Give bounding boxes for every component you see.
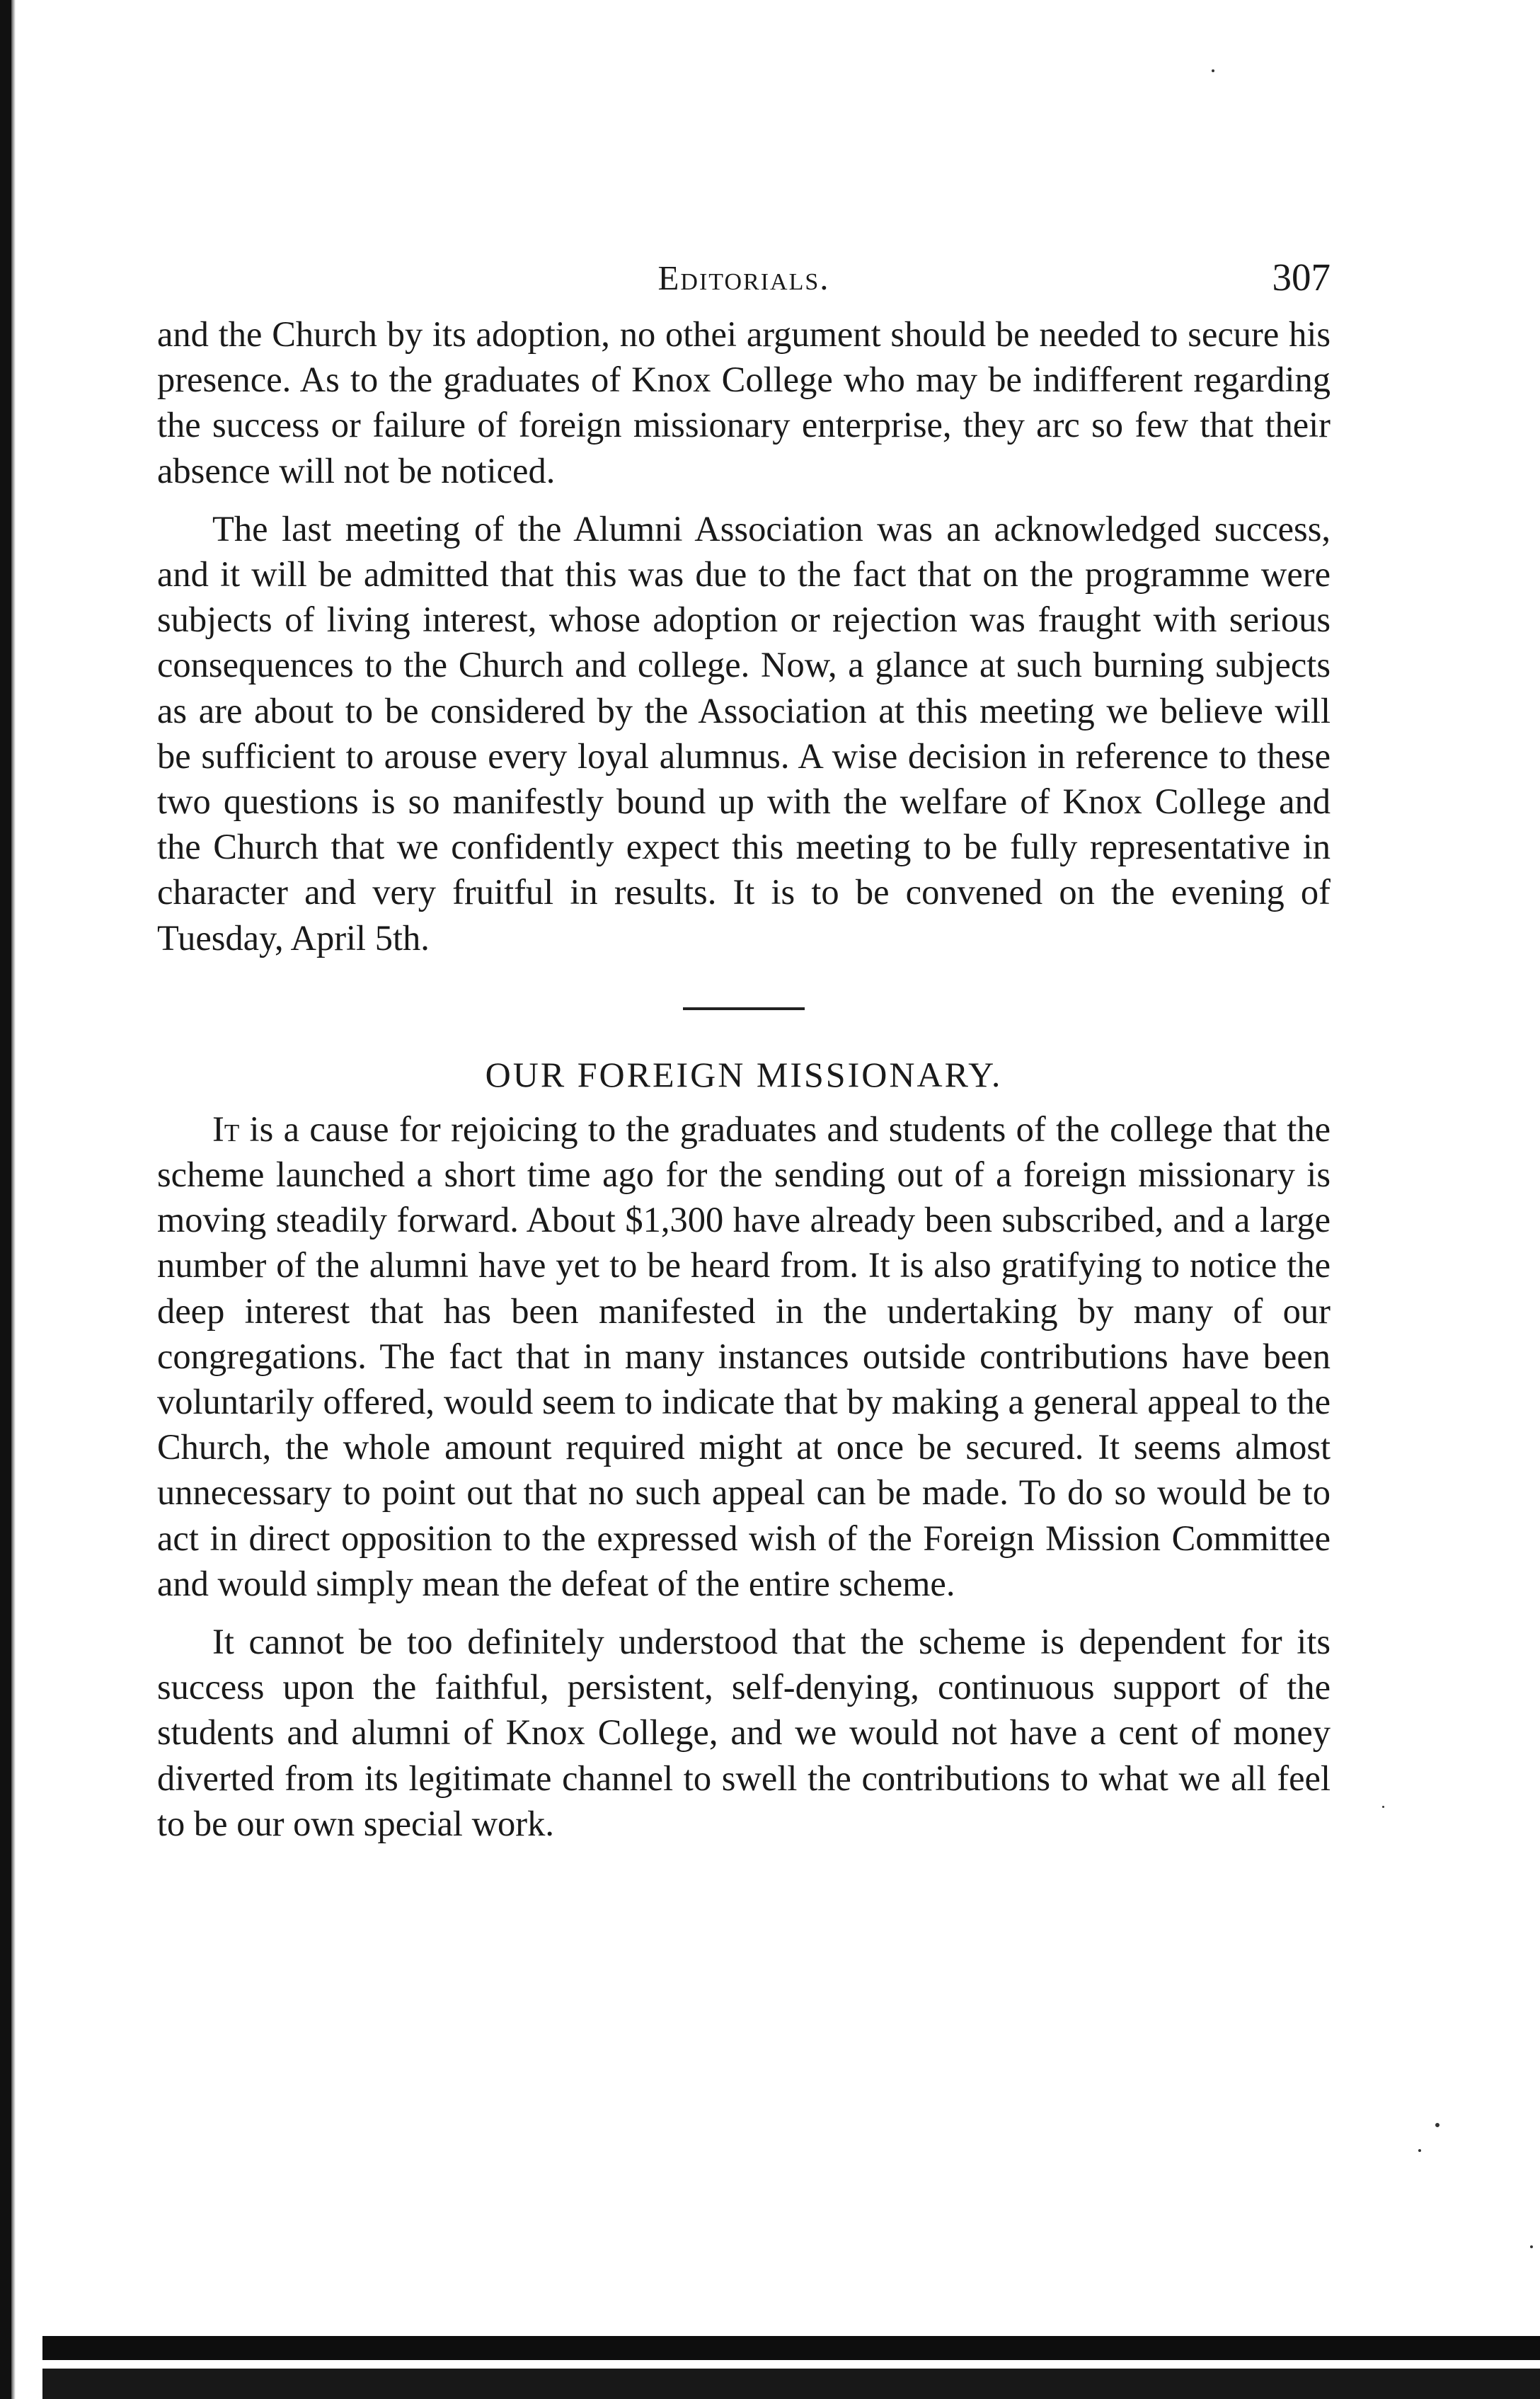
foreign-missionary-paragraph-1: [157, 1106, 1331, 1606]
running-title: Editorials.: [657, 258, 830, 297]
scan-speck: [1212, 69, 1214, 72]
section-title: OUR FOREIGN MISSIONARY.: [485, 1054, 1003, 1094]
scan-speck: [1382, 1806, 1384, 1808]
scan-border-bottom: [42, 2336, 1540, 2360]
scan-border-bottom-lower: [42, 2369, 1540, 2399]
section-divider-rule: [683, 1007, 805, 1010]
continued-paragraph: and the Church by its adoption, no othei argument should be needed to secure his presence. As to the graduates of Knox College who may be indifferent regarding the success or failure of foreign missionary enterprise, they arc so few that their absence will not be noticed.: [157, 314, 1331, 491]
page-number: 307: [1272, 256, 1331, 299]
scan-border-left-shadow: [11, 0, 16, 2399]
scan-speck: [1418, 2149, 1421, 2152]
foreign-missionary-paragraph-2: It cannot be too definitely understood that the scheme is dependent for its success upon the faithful, persistent, self-denying, continuous support of the students and alumni of Knox College, and we would not have a cent of money diverted from its legitimate channel to swell the contributions to what we all feel to be our own special work.: [157, 1622, 1331, 1843]
opening-word: It: [212, 1109, 240, 1149]
book-page: [157, 248, 1331, 1846]
scan-speck: [1530, 2245, 1533, 2248]
paragraph-1-text: is a cause for rejoicing to the graduates and students of the college that the scheme launched a short time ago for the sending out of a foreign missionary is moving steadily forward. About $1,300 have already been subscribed, and a large number of the alumni have yet to be heard from. It is also gratifying to notice the deep interest that has been manifested in the undertaking by many of our congregations. The fact that in many instances outside contributions have been voluntarily offered, would seem to indicate that by making a general appeal to the Church, the whole amount required might at once be secured. It seems almost unnecessary to point out that no such appeal can be made. To do so would be to act in direct opposition to the expressed wish of the Foreign Mission Committee and would simply mean the defeat of the entire scheme.: [157, 1109, 1331, 1603]
alumni-association-paragraph: The last meeting of the Alumni Association was an acknowledged success, and it will be admitted that this was due to the fact that on the programme were subjects of living interest, whose adoption or rejection was fraught with serious consequences to the Church and college. Now, a glance at such burning subjects as are about to be considered by the Association at this meeting we believe will be sufficient to arouse every loyal alumnus. A wise decision in reference to these two questions is so manifestly bound up with the welfare of Knox College and the Church that we confidently expect this meeting to be fully representative in character and very fruitful in results. It is to be convened on the evening of Tuesday, April 5th.: [157, 508, 1331, 958]
running-header: [157, 248, 1331, 311]
scan-speck: [1435, 2123, 1440, 2127]
scan-border-left: [0, 0, 11, 2399]
